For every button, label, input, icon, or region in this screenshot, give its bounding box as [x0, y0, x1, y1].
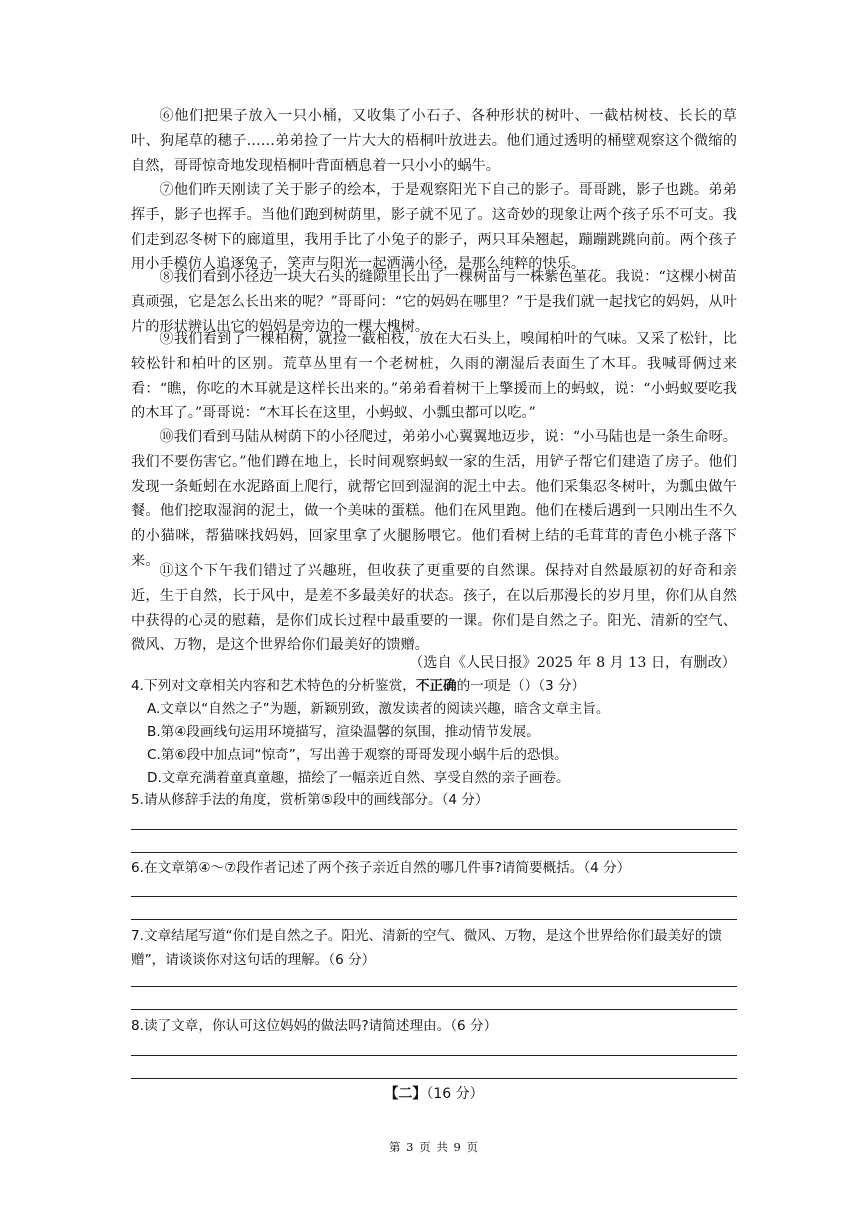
answer-line [131, 1009, 737, 1010]
question-4-emphasis: 不正确 [415, 678, 457, 694]
paragraph-10: ⑩我们看到马陆从树荫下的小径爬过，弟弟小心翼翼地迈步，说：“小马陆也是一条生命呀。我们不要伤害它。”他们蹲在地上，长时间观察蚂蚁一家的生活，用铲子帮它们建造了房子。他们发现一条蚯蚓在水泥路面上爬行，就帮它回到湿润的泥土中去。他们采集忍冬树叶，为瓢虫做午餐。他们挖取湿润的泥土，做一个美味的蛋糕。他们在风里跑。他们在楼后遇到一只刚出生不久的小猫咪，帮猫咪找妈妈，回家里拿了火腿肠喂它。他们看树上结的毛茸茸的青色小桃子落下来。 [131, 429, 737, 569]
paragraph-11: ⑪这个下午我们错过了兴趣班，但收获了更重要的自然课。保持对自然最原初的好奇和亲近，生于自然，长于风中，是差不多最美好的状态。孩子，在以后那漫长的岁月里，你们从自然中获得的心灵的慰藉，是你们成长过程中最重要的一课。你们是自然之子。阳光、清新的空气、微风、万物，是这个世界给你们最美好的馈赠。 [131, 563, 737, 654]
page-footer: 第 3 页 共 9 页 [389, 1140, 479, 1154]
question-4-pre: 4.下列对文章相关内容和艺术特色的分析鉴赏， [131, 678, 416, 694]
section-label: 【二】 [384, 1086, 427, 1102]
paragraph-8: ⑧我们看到小径边一块大石头的缝隙里长出了一棵树苗与一株紫色堇花。我说：“这棵小树苗真顽强，它是怎么长出来的呢？”哥哥问：“它的妈妈在哪里？”于是我们就一起找它的妈妈，从叶片的形状辨认出它的妈妈是旁边的一棵大槐树。 [131, 269, 737, 335]
option-d: D.文章充满着童真童趣，描绘了一幅亲近自然、享受自然的亲子画卷。 [147, 770, 570, 786]
answer-line [131, 829, 737, 830]
answer-line [131, 986, 737, 987]
question-6: 6.在文章第④～⑦段作者记述了两个孩子亲近自然的哪几件事?请简要概括。（4 分） [131, 860, 631, 876]
paragraph-7: ⑦他们昨天刚读了关于影子的绘本，于是观察阳光下自己的影子。哥哥跳，影子也跳。弟弟挥手，影子也挥手。当他们跑到树荫里，影子就不见了。这奇妙的现象让两个孩子乐不可支。我们走到忍冬树下的廊道里，我用手比了小兔子的影子，两只耳朵翘起，蹦蹦跳跳向前。两个孩子用小手模仿人追逐兔子，笑声与阳光一起洒满小径，是那么纯粹的快乐。 [131, 182, 737, 273]
question-8: 8.读了文章，你认可这位妈妈的做法吗?请简述理由。（6 分） [131, 1018, 498, 1034]
answer-line [131, 1055, 737, 1056]
source-citation: （选自《人民日报》2025 年 8 月 13 日，有删改） [409, 655, 736, 671]
answer-line [131, 896, 737, 897]
section-heading [0, 1083, 868, 1103]
answer-line [131, 852, 737, 853]
question-4 [131, 674, 737, 698]
paragraph-6: ⑥他们把果子放入一只小桶，又收集了小石子、各种形状的树叶、一截枯树枝、长长的草叶、狗尾草的穗子……弟弟捡了一片大大的梧桐叶放进去。他们通过透明的桶壁观察这个微缩的自然，哥哥惊奇地发现梧桐叶背面栖息着一只小小的蜗牛。 [131, 108, 737, 174]
paragraph-9: ⑨我们看到了一棵柏树，就捡一截柏枝，放在大石头上，嗅闻柏叶的气味。又采了松针，比较松针和柏叶的区别。荒草丛里有一个老树桩，久雨的潮湿后表面生了木耳。我喊哥俩过来看：“瞧，你吃的木耳就是这样长出来的。”弟弟看着树干上擎援而上的蚂蚁，说：“小蚂蚁要吃我的木耳了。”哥哥说：“木耳长在这里，小蚂蚁、小瓢虫都可以吃。” [131, 331, 737, 422]
option-b: B.第④段画线句运用环境描写，渲染温馨的氛围，推动情节发展。 [147, 724, 540, 740]
answer-line [131, 1078, 737, 1079]
section-score: （16 分） [426, 1086, 484, 1102]
option-c: C.第⑥段中加点词“惊奇”，写出善于观察的哥哥发现小蜗牛后的恐惧。 [147, 747, 568, 763]
answer-line [131, 919, 737, 920]
question-4-post: 的一项是（）（3 分） [456, 678, 586, 694]
question-5: 5.请从修辞手法的角度，赏析第⑤段中的画线部分。（4 分） [131, 792, 489, 808]
option-a: A.文章以“自然之子”为题，新颖别致，激发读者的阅读兴趣，暗含文章主旨。 [147, 701, 610, 717]
question-7: 7.文章结尾写道“你们是自然之子。阳光、清新的空气、微风、万物，是这个世界给你们最美好的馈赠”，请谈谈你对这句话的理解。（6 分） [131, 928, 722, 968]
